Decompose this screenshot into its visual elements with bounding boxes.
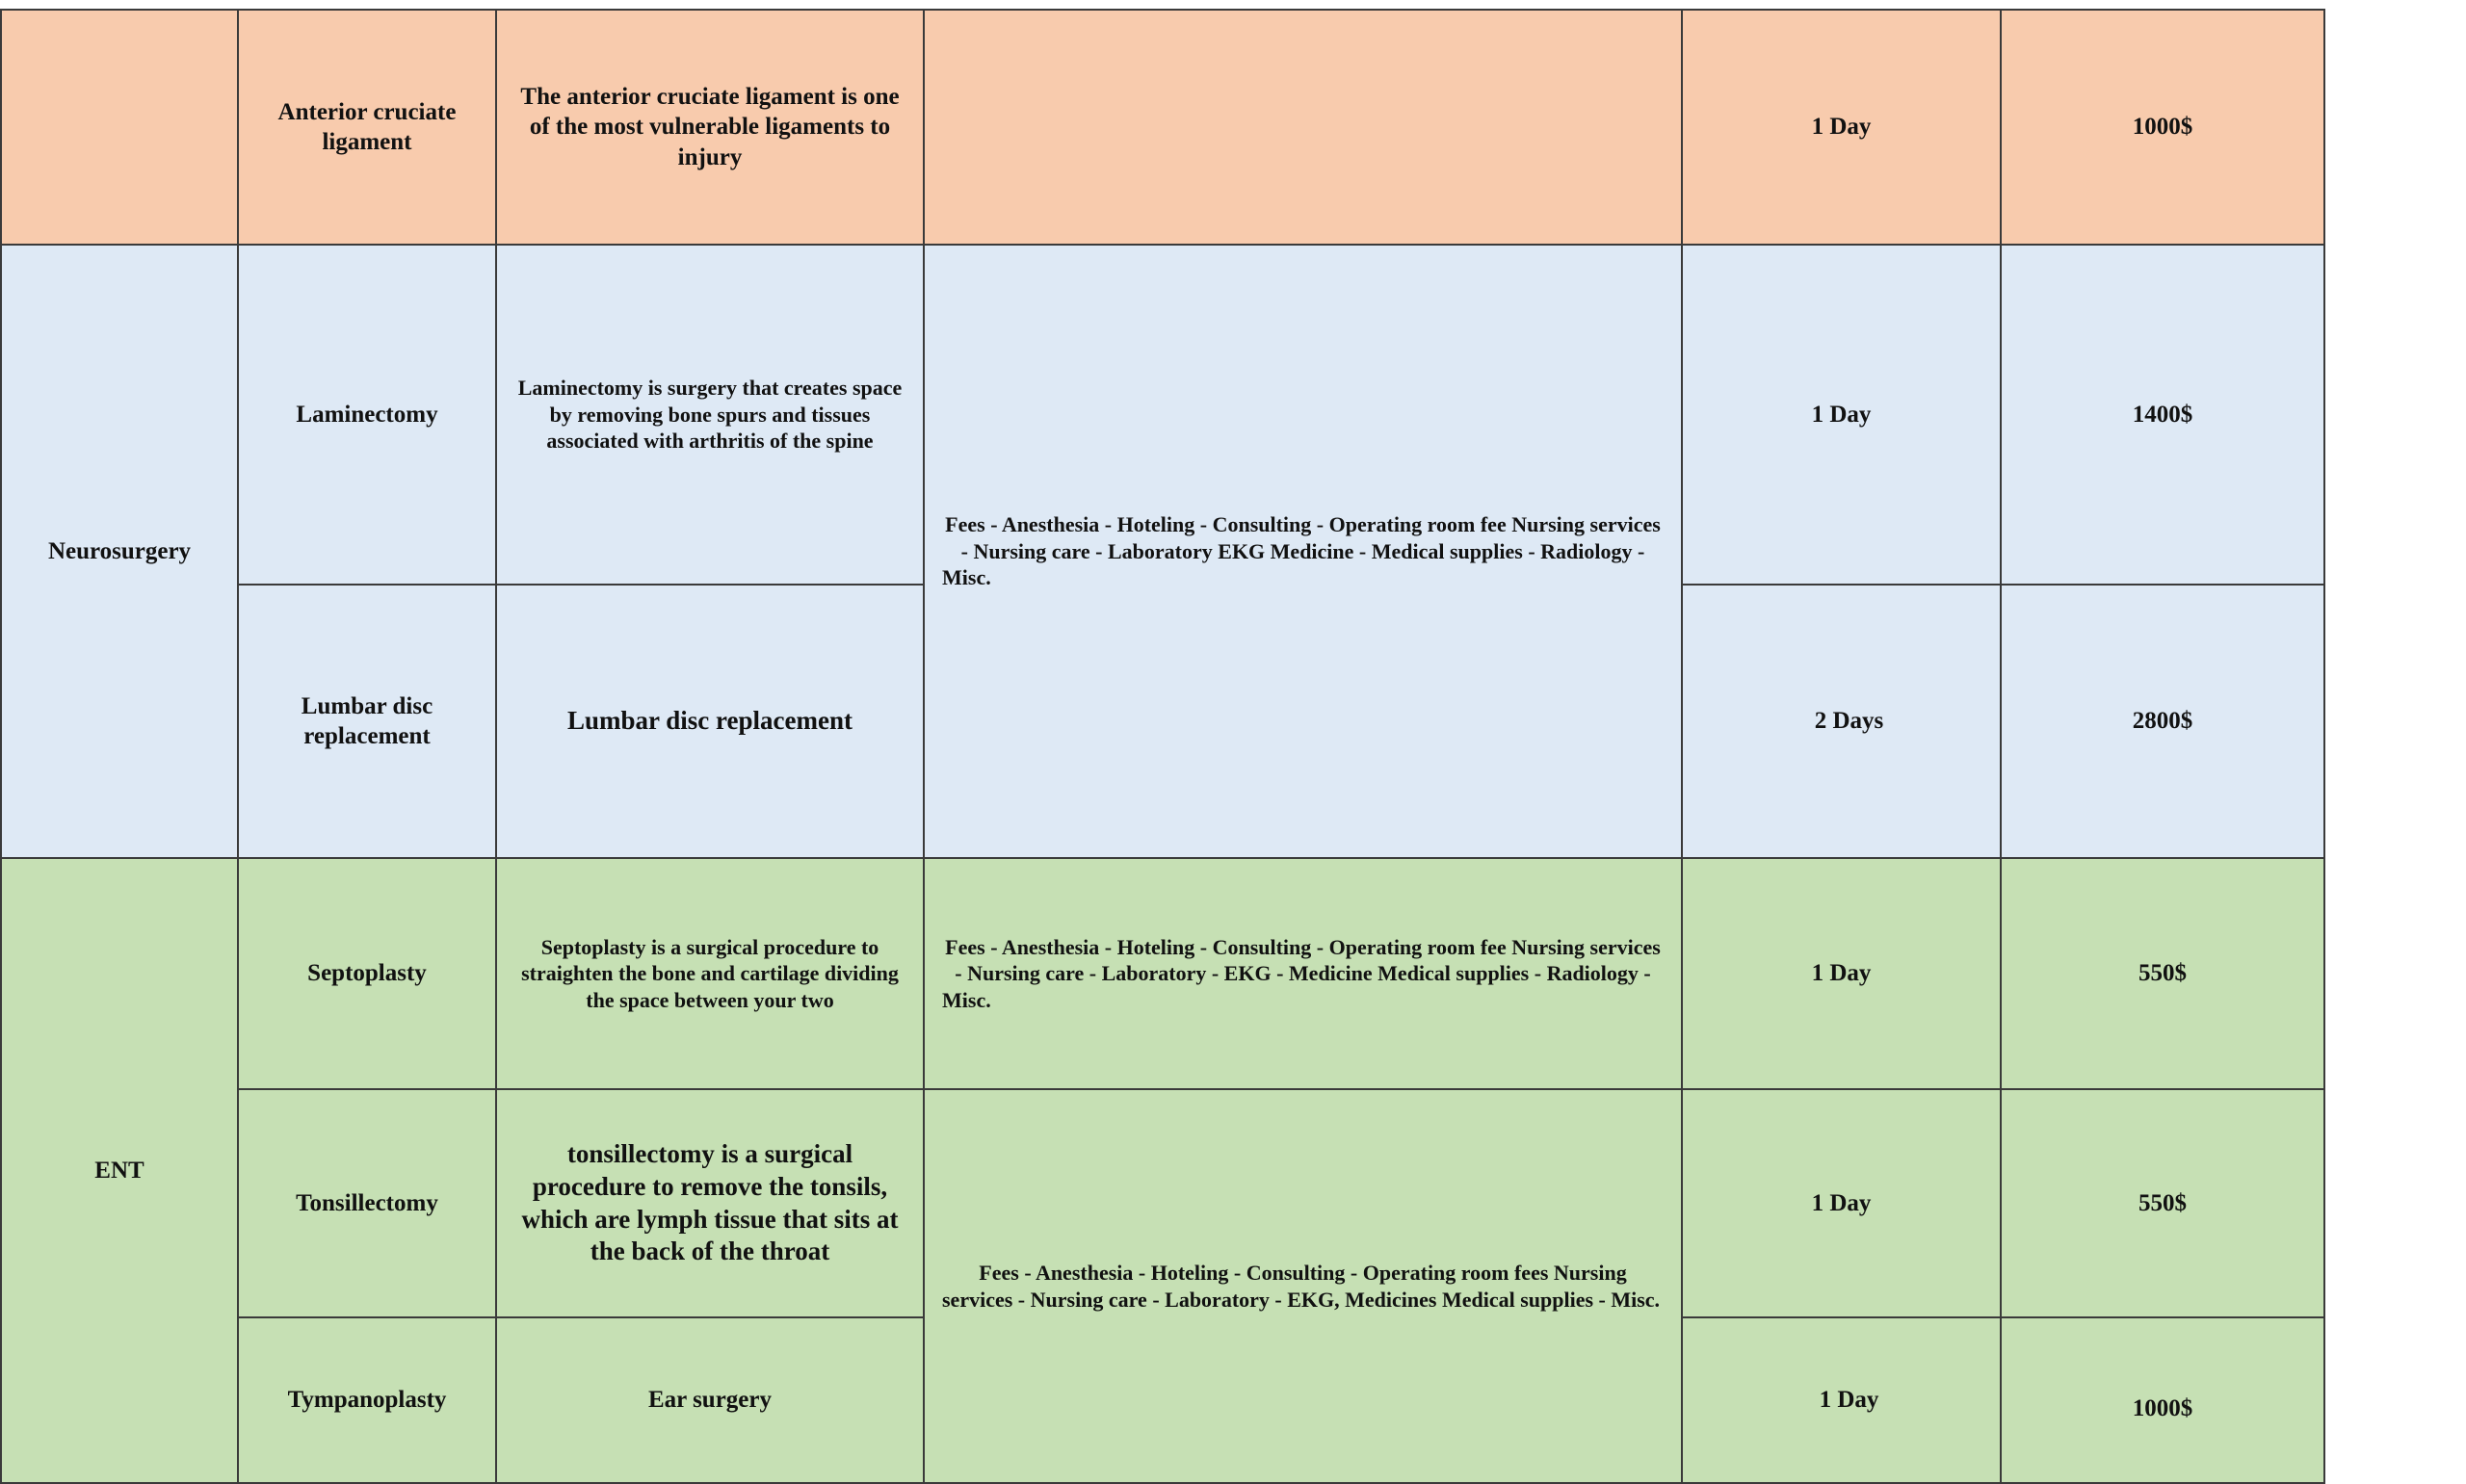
price-cell: 1400$: [2001, 245, 2324, 585]
price-cell: 550$: [2001, 858, 2324, 1089]
procedure-description: Ear surgery: [496, 1317, 924, 1483]
procedure-name: Tympanoplasty: [238, 1317, 496, 1483]
hospital-stay-value: 1 Day: [1819, 1387, 1879, 1414]
hospital-stay: 1 Day: [1682, 10, 2001, 245]
included-services: Fees - Anesthesia - Hoteling - Consulting - Operating room fee Nursing services - Nursing care - Laboratory EKG Medicine - Medical supplies - Radiology - Misc.: [924, 245, 1682, 858]
department-cell: Neurosurgery: [1, 245, 238, 858]
procedure-name: Lumbar disc replacement: [238, 585, 496, 858]
price-cell: [2001, 1317, 2324, 1483]
procedure-description: Lumbar disc replacement: [496, 585, 924, 858]
hospital-stay: [1682, 585, 2001, 858]
price-cell: 1000$: [2001, 10, 2324, 245]
procedure-name: Laminectomy: [238, 245, 496, 585]
procedure-description: Laminectomy is surgery that creates space by removing bone spurs and tissues associated with arthritis of the spine: [496, 245, 924, 585]
procedure-description: The anterior cruciate ligament is one of the most vulnerable ligaments to injury: [496, 10, 924, 245]
procedure-description: tonsillectomy is a surgical procedure to remove the tonsils, which are lymph tissue that sits at the back of the throat: [496, 1089, 924, 1317]
department-cell: [1, 10, 238, 245]
price-value: 1000$: [2132, 1395, 2193, 1422]
included-services: Fees - Anesthesia - Hoteling - Consulting - Operating room fee Nursing services - Nursing care - Laboratory - EKG - Medicine Medical supplies - Radiology - Misc.: [924, 858, 1682, 1089]
surgery-price-table: [0, 9, 2325, 1484]
hospital-stay: 1 Day: [1682, 1089, 2001, 1317]
price-cell: 550$: [2001, 1089, 2324, 1317]
table-row: [1, 245, 2324, 585]
procedure-name: Tonsillectomy: [238, 1089, 496, 1317]
price-cell: 2800$: [2001, 585, 2324, 858]
table-row: [1, 1089, 2324, 1317]
included-services: Fees - Anesthesia - Hoteling - Consulting - Operating room fees Nursing services - Nursing care - Laboratory - EKG, Medicines Medical supplies - Misc.: [924, 1089, 1682, 1483]
hospital-stay: [1682, 1317, 2001, 1483]
hospital-stay: 1 Day: [1682, 858, 2001, 1089]
procedure-description: Septoplasty is a surgical procedure to straighten the bone and cartilage dividing the space between your two: [496, 858, 924, 1089]
price-list-sheet: [0, 9, 2323, 1482]
table-row: [1, 10, 2324, 245]
included-services: [924, 10, 1682, 245]
department-cell: ENT: [1, 858, 238, 1483]
hospital-stay-value: 2 Days: [1814, 708, 1884, 735]
table-row: [1, 858, 2324, 1089]
procedure-name: Anterior cruciate ligament: [238, 10, 496, 245]
procedure-name: Septoplasty: [238, 858, 496, 1089]
hospital-stay: 1 Day: [1682, 245, 2001, 585]
